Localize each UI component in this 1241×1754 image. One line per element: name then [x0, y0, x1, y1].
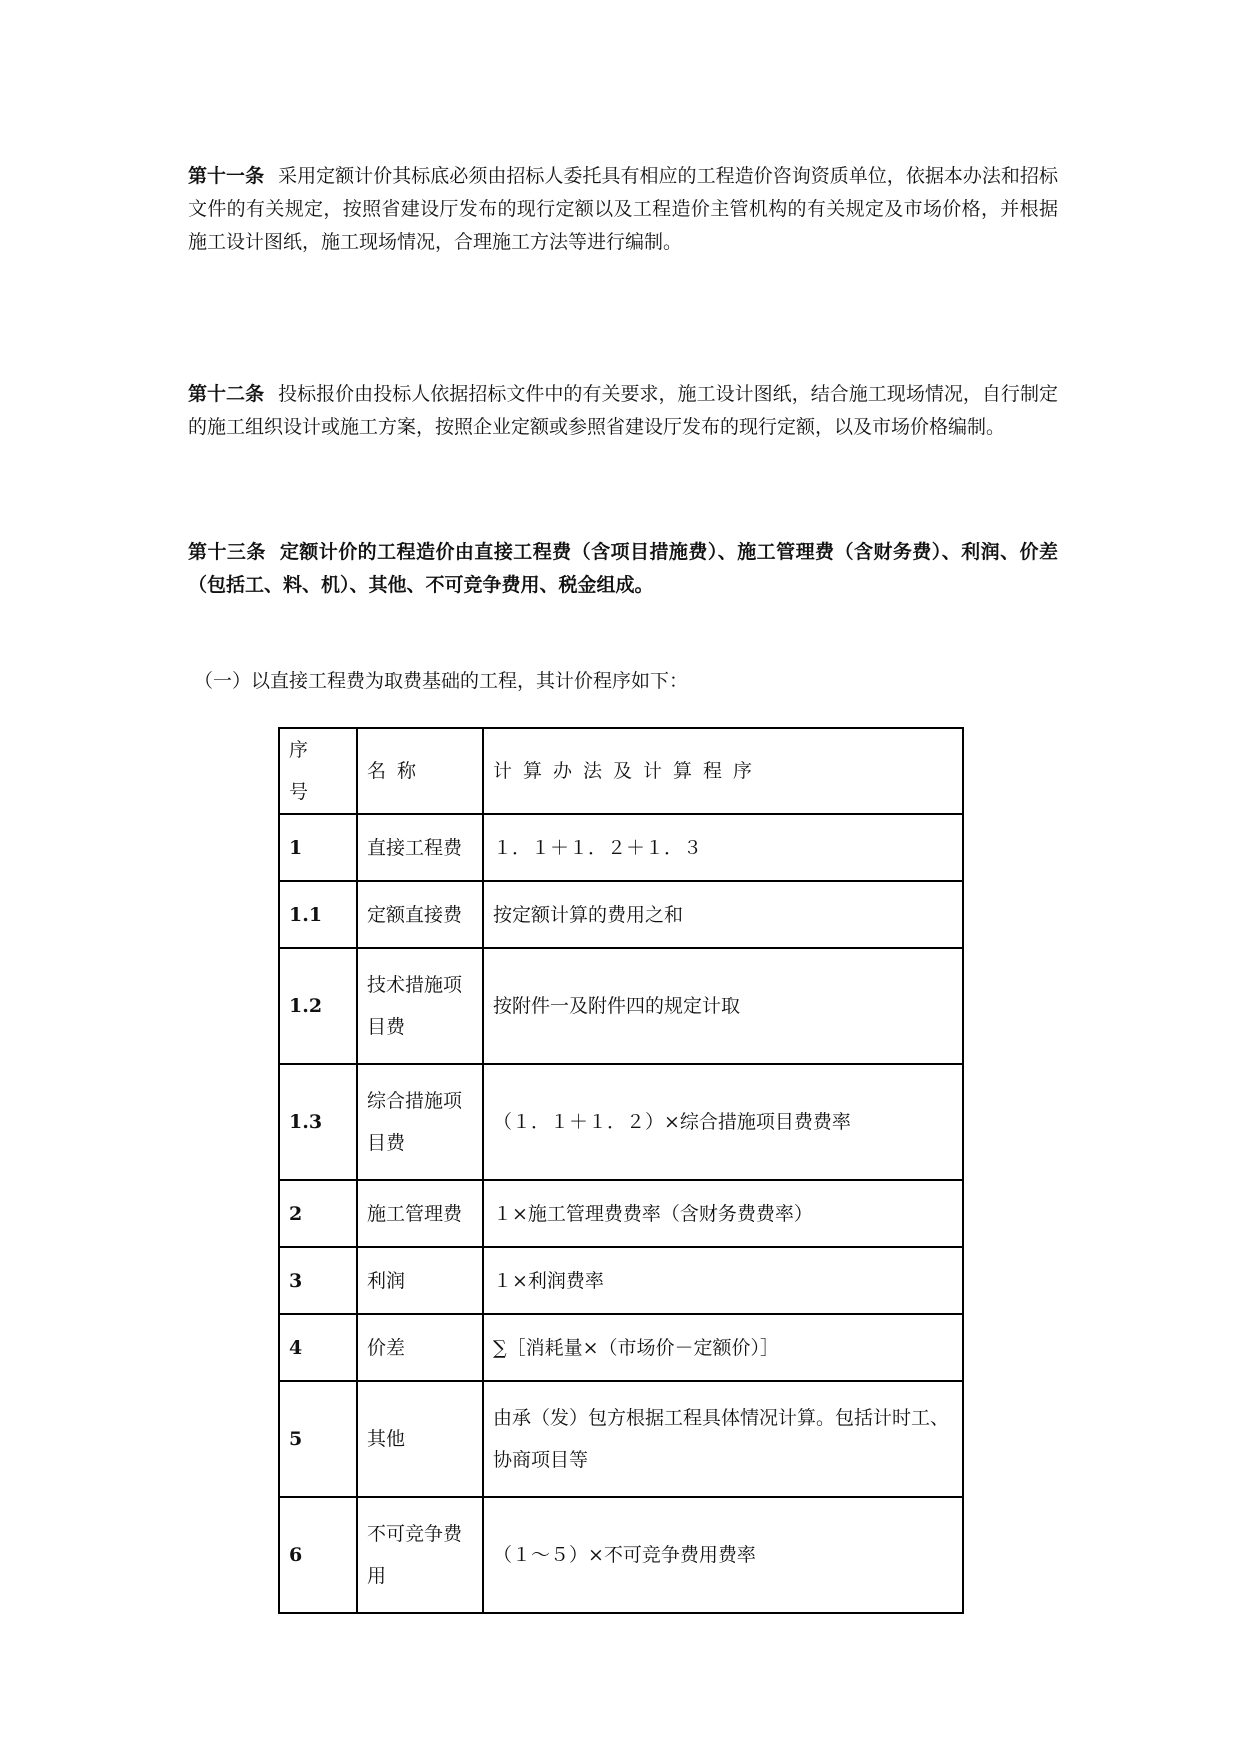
article-12-text: 投标报价由投标人依据招标文件中的有关要求，施工设计图纸，结合施工现场情况，自行制定的施工组织设计或施工方案，按照企业定额或参照省建设厅发布的现行定额，以及市场价格编制。: [188, 383, 1058, 438]
row-no: 1.3: [279, 1064, 357, 1180]
row-no: 4: [279, 1314, 357, 1381]
row-name: 直接工程费: [357, 814, 483, 881]
table-row: [279, 1247, 963, 1314]
header-no: 序号: [279, 728, 357, 814]
table-row: [279, 1314, 963, 1381]
table-row: [279, 1064, 963, 1180]
row-method: （１．１＋１．２）×综合措施项目费费率: [483, 1064, 963, 1180]
row-name: 其他: [357, 1381, 483, 1497]
article-11-text: 采用定额计价其标底必须由招标人委托具有相应的工程造价咨询资质单位，依据本办法和招标文件的有关规定，按照省建设厅发布的现行定额以及工程造价主管机构的有关规定及市场价格，并根据施工设计图纸，施工现场情况，合理施工方法等进行编制。: [188, 165, 1058, 253]
row-method: １×利润费率: [483, 1247, 963, 1314]
row-method: 按附件一及附件四的规定计取: [483, 948, 963, 1064]
row-no: 6: [279, 1497, 357, 1613]
row-method: １．１＋１．２＋１．３: [483, 814, 963, 881]
article-11: [188, 160, 1058, 259]
article-13-heading: 第十三条: [188, 541, 266, 563]
row-name: 价差: [357, 1314, 483, 1381]
row-no: 1.1: [279, 881, 357, 948]
article-13-text: 定额计价的工程造价由直接工程费（含项目措施费）、施工管理费（含财务费）、利润、价差（包括工、料、机）、其他、不可竞争费用、税金组成。: [188, 541, 1058, 596]
row-name: 技术措施项目费: [357, 948, 483, 1064]
table-row: [279, 814, 963, 881]
table-row: [279, 1180, 963, 1247]
article-12-heading: 第十二条: [188, 383, 265, 405]
row-name: 综合措施项目费: [357, 1064, 483, 1180]
header-name: 名称: [357, 728, 483, 814]
article-13: [188, 536, 1058, 602]
table-row: [279, 1381, 963, 1497]
table-header-row: [279, 728, 963, 814]
pricing-procedure-table: [278, 727, 964, 1614]
article-11-heading: 第十一条: [188, 165, 265, 187]
table-row: [279, 881, 963, 948]
table-row: [279, 1497, 963, 1613]
row-name: 定额直接费: [357, 881, 483, 948]
row-no: 1.2: [279, 948, 357, 1064]
row-no: 3: [279, 1247, 357, 1314]
row-name: 施工管理费: [357, 1180, 483, 1247]
row-no: 2: [279, 1180, 357, 1247]
row-name: 不可竞争费用: [357, 1497, 483, 1613]
row-no: 5: [279, 1381, 357, 1497]
header-method: 计算办法及计算程序: [483, 728, 963, 814]
row-no: 1: [279, 814, 357, 881]
row-method: １×施工管理费费率（含财务费费率）: [483, 1180, 963, 1247]
table-row: [279, 948, 963, 1064]
row-name: 利润: [357, 1247, 483, 1314]
article-12: [188, 378, 1058, 444]
row-method: ∑［消耗量×（市场价－定额价）］: [483, 1314, 963, 1381]
row-method: 按定额计算的费用之和: [483, 881, 963, 948]
table-caption: （一）以直接工程费为取费基础的工程，其计价程序如下：: [194, 670, 689, 692]
row-method: 由承（发）包方根据工程具体情况计算。包括计时工、协商项目等: [483, 1381, 963, 1497]
row-method: （１～５）×不可竞争费用费率: [483, 1497, 963, 1613]
